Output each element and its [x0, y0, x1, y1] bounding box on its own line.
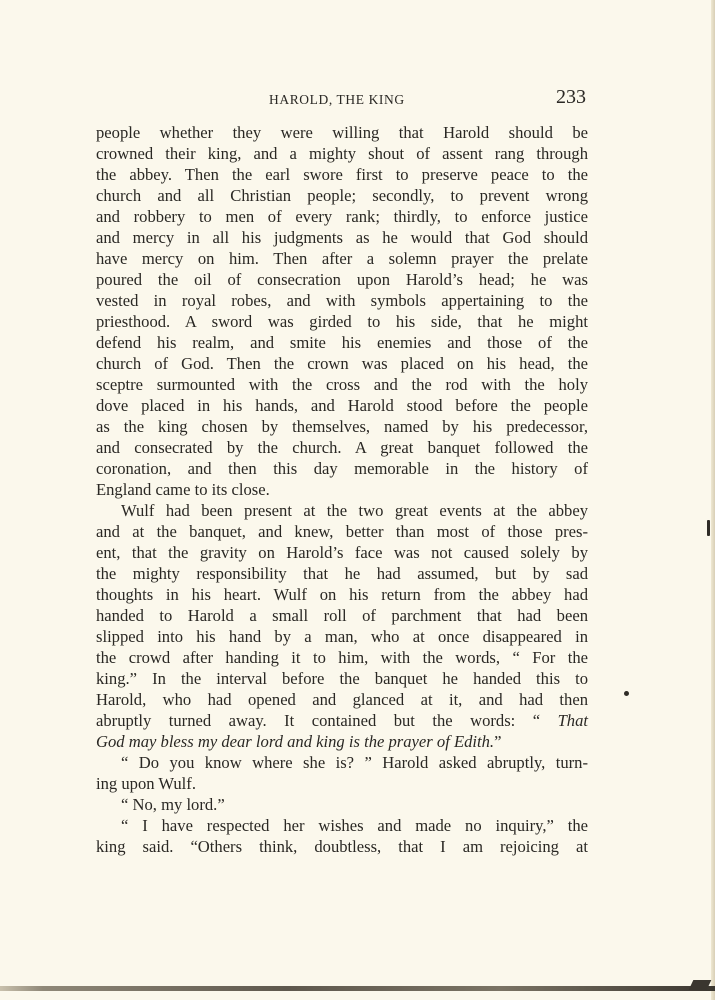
text-line [96, 710, 588, 731]
text-line [96, 164, 588, 185]
text-segment: have mercy on him. Then after a solemn prayer the prelate [96, 249, 588, 268]
text-segment: Wulf had been present at the two great events at the abbey [121, 501, 588, 520]
page-edge [711, 0, 715, 1000]
text-segment: dove placed in his hands, and Harold stood before the people [96, 396, 588, 415]
text-line [96, 668, 588, 689]
text-line [96, 374, 588, 395]
text-line [96, 773, 588, 794]
text-line [96, 752, 588, 773]
text-segment: crowned their king, and a mighty shout of assent rang through [96, 144, 588, 163]
text-line [96, 311, 588, 332]
bottom-page-edge [0, 986, 715, 991]
text-segment: ent, that the gravity on Harold’s face was not caused solely by [96, 543, 588, 562]
text-segment: “ I have respected her wishes and made no inquiry,” the [121, 816, 588, 835]
text-line [96, 353, 588, 374]
text-line [96, 248, 588, 269]
text-line [96, 458, 588, 479]
text-line [96, 290, 588, 311]
text-line [96, 605, 588, 626]
text-segment: poured the oil of consecration upon Harold’s head; he was [96, 270, 588, 289]
text-line [96, 122, 588, 143]
text-line [96, 584, 588, 605]
text-line [96, 647, 588, 668]
text-line [96, 815, 588, 836]
text-segment: people whether they were willing that Harold should be [96, 123, 588, 142]
text-line [96, 794, 588, 815]
text-line [96, 731, 588, 752]
text-segment: and robbery to men of every rank; thirdly, to enforce justice [96, 207, 588, 226]
text-segment: thoughts in his heart. Wulf on his return from the abbey had [96, 585, 588, 604]
text-line [96, 479, 588, 500]
text-line [96, 185, 588, 206]
text-segment: and consecrated by the church. A great banquet followed the [96, 438, 588, 457]
text-line [96, 836, 588, 857]
text-line [96, 689, 588, 710]
text-line [96, 437, 588, 458]
text-segment: and at the banquet, and knew, better than most of those pres- [96, 522, 588, 541]
page-number: 233 [556, 86, 586, 108]
text-segment: church and all Christian people; secondly, to prevent wrong [96, 186, 588, 205]
body-text [96, 122, 588, 857]
text-line [96, 416, 588, 437]
text-line [96, 143, 588, 164]
text-line [96, 206, 588, 227]
text-line [96, 521, 588, 542]
text-segment: and mercy in all his judgments as he would that God should [96, 228, 588, 247]
text-segment: Harold, who had opened and glanced at it, and had then [96, 690, 588, 709]
text-segment: handed to Harold a small roll of parchment that had been [96, 606, 588, 625]
text-line [96, 395, 588, 416]
text-line [96, 269, 588, 290]
text-segment: priesthood. A sword was girded to his side, that he might [96, 312, 588, 331]
running-title: HAROLD, THE KING [269, 92, 405, 107]
ink-dot [624, 691, 629, 696]
edge-mark [707, 520, 710, 536]
text-segment: ing upon Wulf. [96, 774, 196, 793]
text-segment: “ No, my lord.” [121, 795, 225, 814]
text-segment: king said. “Others think, doubtless, that I am rejoicing at [96, 837, 588, 856]
text-segment: the abbey. Then the earl swore first to preserve peace to the [96, 165, 588, 184]
italic-text: That [557, 711, 588, 730]
text-segment: coronation, and then this day memorable in the history of [96, 459, 588, 478]
text-line [96, 542, 588, 563]
text-segment: as the king chosen by themselves, named by his predecessor, [96, 417, 588, 436]
text-segment: defend his realm, and smite his enemies and those of the [96, 333, 588, 352]
text-segment: England came to its close. [96, 480, 270, 499]
text-line [96, 332, 588, 353]
text-segment: church of God. Then the crown was placed on his head, the [96, 354, 588, 373]
text-segment: ” [494, 732, 502, 751]
text-segment: sceptre surmounted with the cross and the rod with the holy [96, 375, 588, 394]
text-line [96, 563, 588, 584]
text-line [96, 626, 588, 647]
text-segment: the crowd after handing it to him, with the words, “ For the [96, 648, 588, 667]
running-head [96, 88, 588, 114]
text-segment: “ Do you know where she is? ” Harold asked abruptly, turn- [121, 753, 588, 772]
text-segment: king.” In the interval before the banquet he handed this to [96, 669, 588, 688]
text-segment: slipped into his hand by a man, who at once disappeared in [96, 627, 588, 646]
text-segment: vested in royal robes, and with symbols appertaining to the [96, 291, 588, 310]
text-segment: abruptly turned away. It contained but the words: “ [96, 711, 558, 730]
text-line [96, 500, 588, 521]
italic-text: God may bless my dear lord and king is the prayer of Edith. [96, 732, 495, 751]
text-segment: the mighty responsibility that he had assumed, but by sad [96, 564, 588, 583]
text-line [96, 227, 588, 248]
